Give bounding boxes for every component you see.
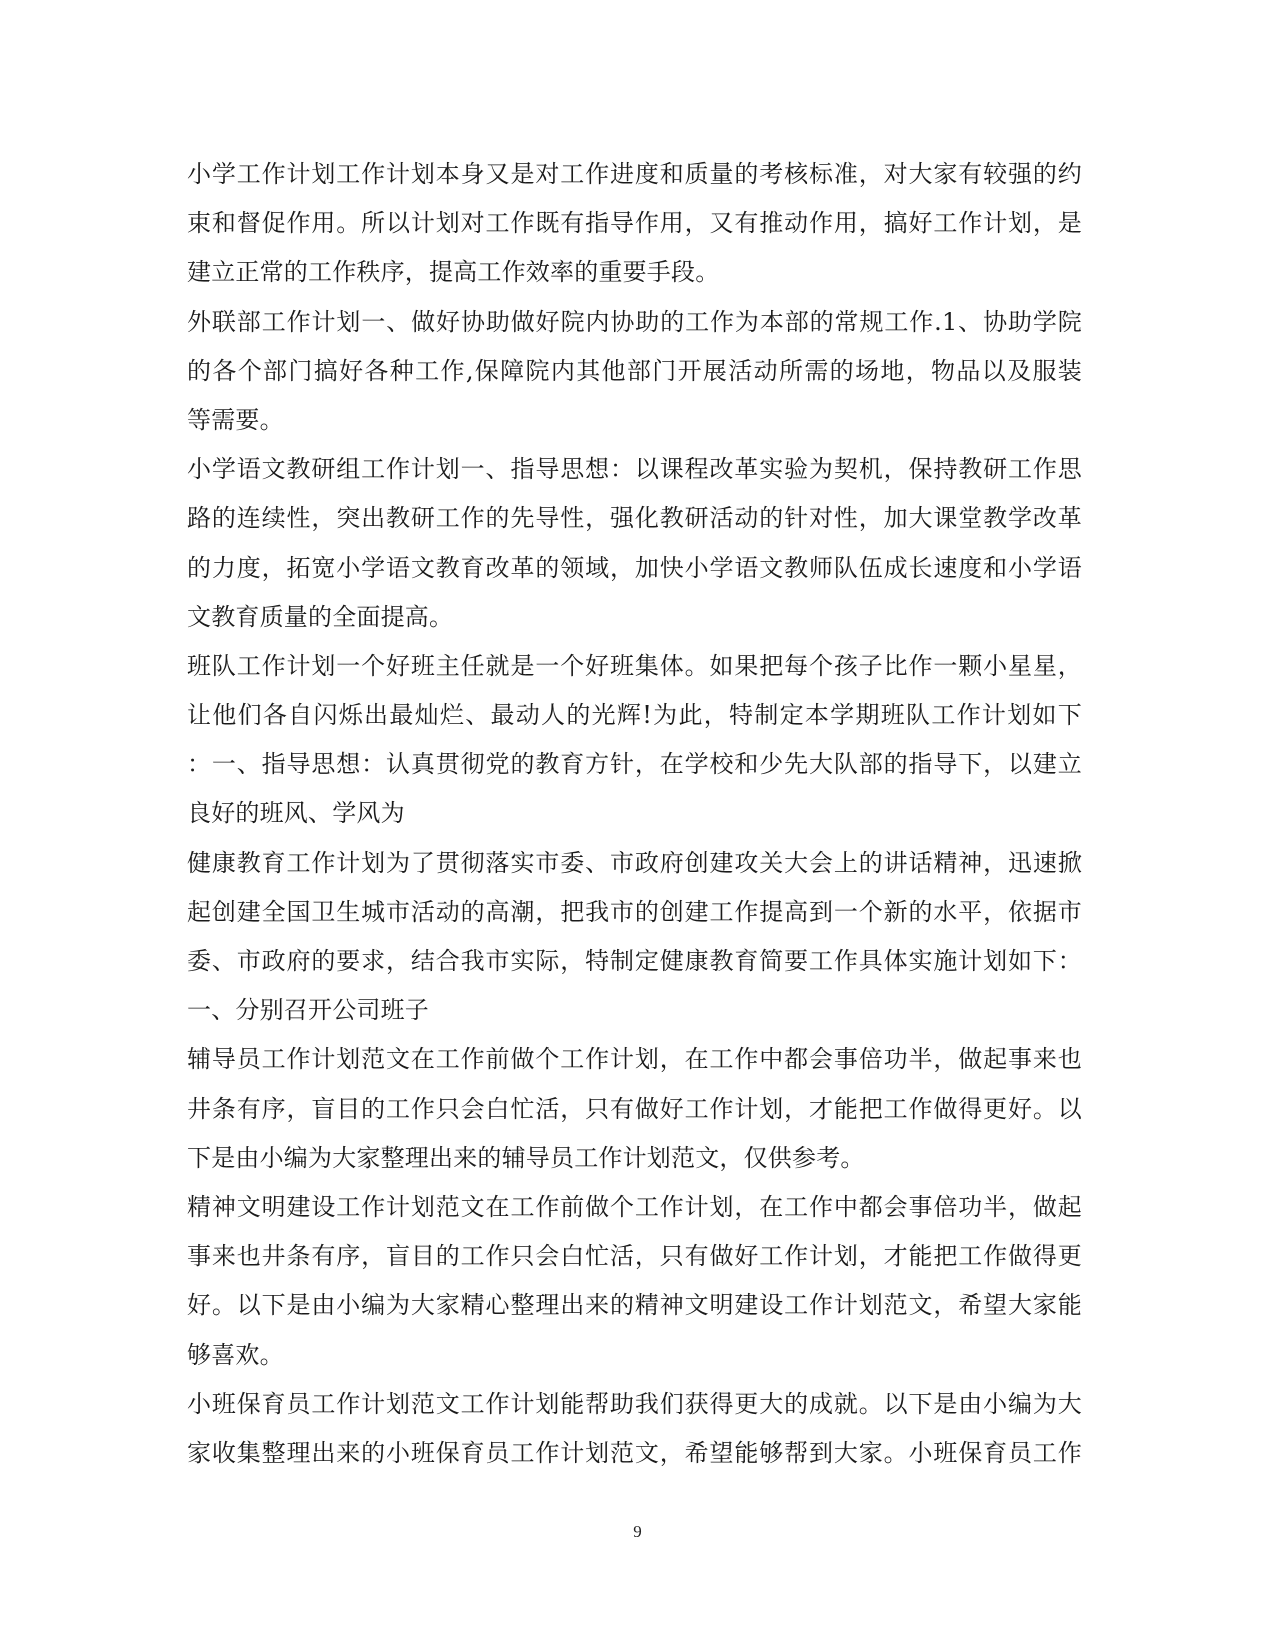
paragraph-line: 建立正常的工作秩序，提高工作效率的重要手段。 — [187, 258, 720, 287]
paragraph-line: 井条有序，盲目的工作只会白忙活，只有做好工作计划，才能把工作做得更好。以 — [187, 1094, 1082, 1123]
paragraph-line: 起创建全国卫生城市活动的高潮，把我市的创建工作提高到一个新的水平，依据市 — [187, 897, 1082, 926]
paragraph-line: 委、市政府的要求，结合我市实际，特制定健康教育简要工作具体实施计划如下： — [187, 947, 1082, 975]
paragraph-line: 班队工作计划一个好班主任就是一个好班集体。如果把每个孩子比作一颗小星星， — [187, 651, 1082, 680]
paragraph — [187, 150, 1082, 298]
paragraph — [187, 298, 1082, 446]
paragraph-line: 好。以下是由小编为大家精心整理出来的精神文明建设工作计划范文，希望大家能 — [187, 1291, 1082, 1320]
paragraph — [187, 642, 1082, 839]
paragraph-line: 小学语文教研组工作计划一、指导思想：以课程改革实验为契机，保持教研工作思 — [187, 455, 1082, 484]
paragraph-line: ：一、指导思想：认真贯彻党的教育方针，在学校和少先大队部的指导下，以建立 — [187, 750, 1082, 779]
paragraph-line: 健康教育工作计划为了贯彻落实市委、市政府创建攻关大会上的讲话精神，迅速掀 — [187, 848, 1082, 877]
paragraph-line: 外联部工作计划一、做好协助做好院内协助的工作为本部的常规工作.1、协助学院 — [187, 307, 1082, 336]
paragraph-line: 精神文明建设工作计划范文在工作前做个工作计划，在工作中都会事倍功半，做起 — [187, 1192, 1082, 1221]
paragraph-line: 的力度，拓宽小学语文教育改革的领域，加快小学语文教师队伍成长速度和小学语 — [187, 553, 1082, 582]
paragraph-line: 事来也井条有序，盲目的工作只会白忙活，只有做好工作计划，才能把工作做得更 — [187, 1242, 1082, 1271]
paragraph — [187, 1035, 1082, 1183]
document-body — [187, 150, 1082, 1478]
paragraph — [187, 445, 1082, 642]
paragraph-line: 小学工作计划工作计划本身又是对工作进度和质量的考核标准，对大家有较强的约 — [187, 160, 1082, 188]
paragraph — [187, 1380, 1082, 1478]
paragraph-line: 一、分别召开公司班子 — [187, 996, 429, 1025]
paragraph-line: 家收集整理出来的小班保育员工作计划范文，希望能够帮到大家。小班保育员工作 — [187, 1438, 1082, 1467]
paragraph-line: 等需要。 — [187, 405, 284, 434]
paragraph-line: 的各个部门搞好各种工作,保障院内其他部门开展活动所需的场地，物品以及服装 — [187, 356, 1082, 385]
paragraph — [187, 1183, 1082, 1380]
paragraph — [187, 839, 1082, 1036]
paragraph-line: 文教育质量的全面提高。 — [187, 602, 454, 631]
paragraph-line: 辅导员工作计划范文在工作前做个工作计划，在工作中都会事倍功半，做起事来也 — [187, 1045, 1082, 1074]
paragraph-line: 让他们各自闪烁出最灿烂、最动人的光辉!为此，特制定本学期班队工作计划如下 — [187, 701, 1082, 730]
paragraph-line: 小班保育员工作计划范文工作计划能帮助我们获得更大的成就。以下是由小编为大 — [187, 1389, 1082, 1418]
paragraph-line: 束和督促作用。所以计划对工作既有指导作用，又有推动作用，搞好工作计划，是 — [187, 209, 1082, 238]
page-number: 9 — [633, 1522, 642, 1541]
paragraph-line: 下是由小编为大家整理出来的辅导员工作计划范文，仅供参考。 — [187, 1143, 865, 1172]
paragraph-line: 够喜欢。 — [187, 1340, 284, 1369]
paragraph-line: 路的连续性，突出教研工作的先导性，强化教研活动的针对性，加大课堂教学改革 — [187, 504, 1082, 533]
paragraph-line: 良好的班风、学风为 — [187, 799, 405, 828]
